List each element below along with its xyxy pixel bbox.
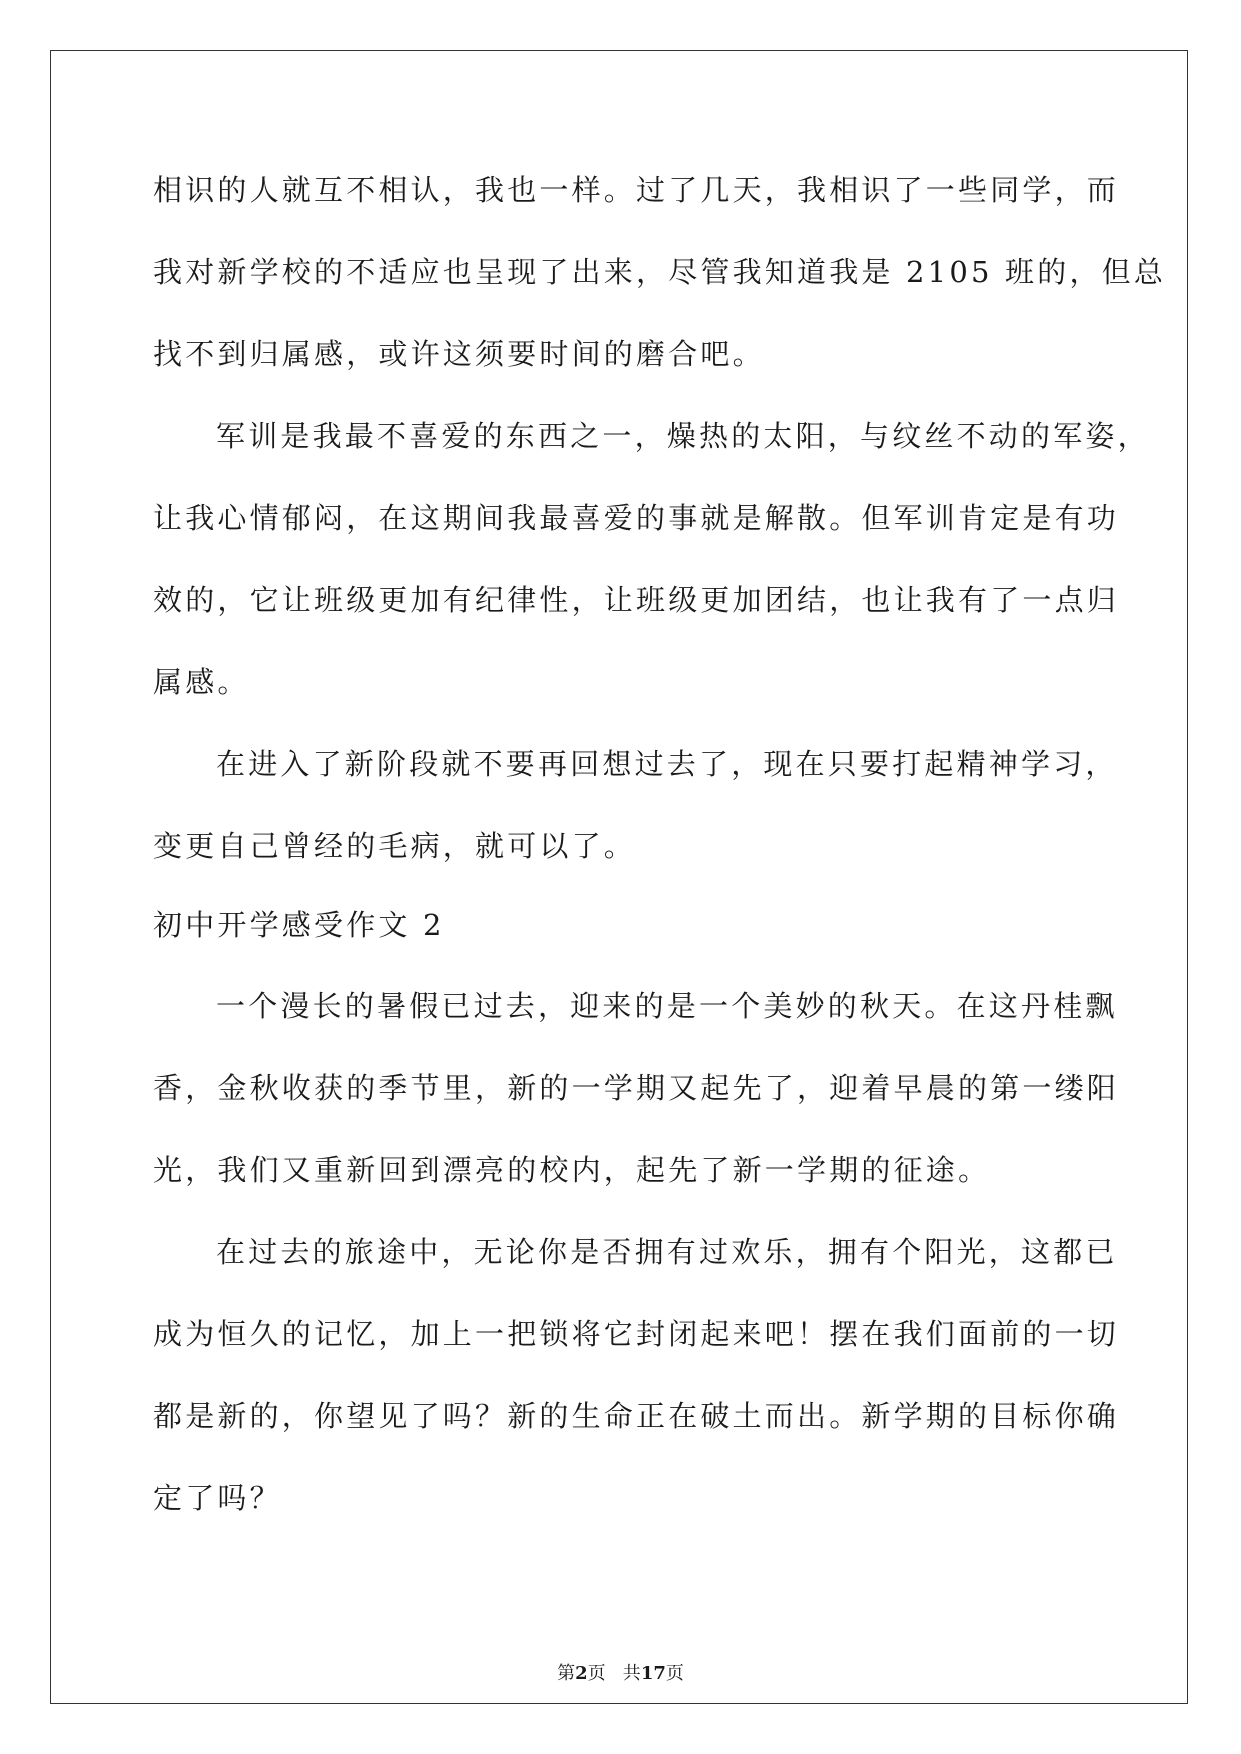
footer-middle: 页 共 — [587, 1663, 641, 1684]
body-line: 在过去的旅途中，无论你是否拥有过欢乐，拥有个阳光，这都已 — [216, 1235, 1118, 1269]
footer-prefix: 第 — [557, 1663, 576, 1684]
body-line: 都是新的，你望见了吗？新的生命正在破土而出。新学期的目标你确 — [153, 1399, 1120, 1433]
footer-suffix: 页 — [665, 1663, 684, 1684]
body-line: 成为恒久的记忆，加上一把锁将它封闭起来吧！摆在我们面前的一切 — [153, 1317, 1120, 1351]
section-heading: 初中开学感受作文 2 — [153, 908, 445, 942]
body-line: 相识的人就互不相认，我也一样。过了几天，我相识了一些同学，而 — [153, 173, 1120, 207]
body-line: 让我心情郁闷，在这期间我最喜爱的事就是解散。但军训肯定是有功 — [153, 501, 1120, 535]
page-footer — [0, 1662, 1241, 1686]
body-line: 效的，它让班级更加有纪律性，让班级更加团结，也让我有了一点归 — [153, 583, 1120, 617]
body-line: 我对新学校的不适应也呈现了出来，尽管我知道我是 2105 班的，但总 — [153, 255, 1167, 289]
footer-total-pages: 17 — [640, 1663, 666, 1684]
body-line: 军训是我最不喜爱的东西之一，燥热的太阳，与纹丝不动的军姿， — [216, 419, 1150, 453]
body-line: 属感。 — [153, 665, 250, 699]
footer-page-number: 2 — [575, 1663, 588, 1684]
body-line: 光，我们又重新回到漂亮的校内，起先了新一学期的征途。 — [153, 1153, 991, 1187]
body-line: 在进入了新阶段就不要再回想过去了，现在只要打起精神学习， — [216, 747, 1118, 781]
page-border — [50, 50, 1188, 1704]
body-line: 一个漫长的暑假已过去，迎来的是一个美妙的秋天。在这丹桂飘 — [216, 989, 1118, 1023]
body-line: 定了吗？ — [153, 1481, 282, 1515]
body-line: 变更自己曾经的毛病，就可以了。 — [153, 829, 637, 863]
body-line: 香，金秋收获的季节里，新的一学期又起先了，迎着早晨的第一缕阳 — [153, 1071, 1120, 1105]
body-line: 找不到归属感，或许这须要时间的磨合吧。 — [153, 337, 765, 371]
